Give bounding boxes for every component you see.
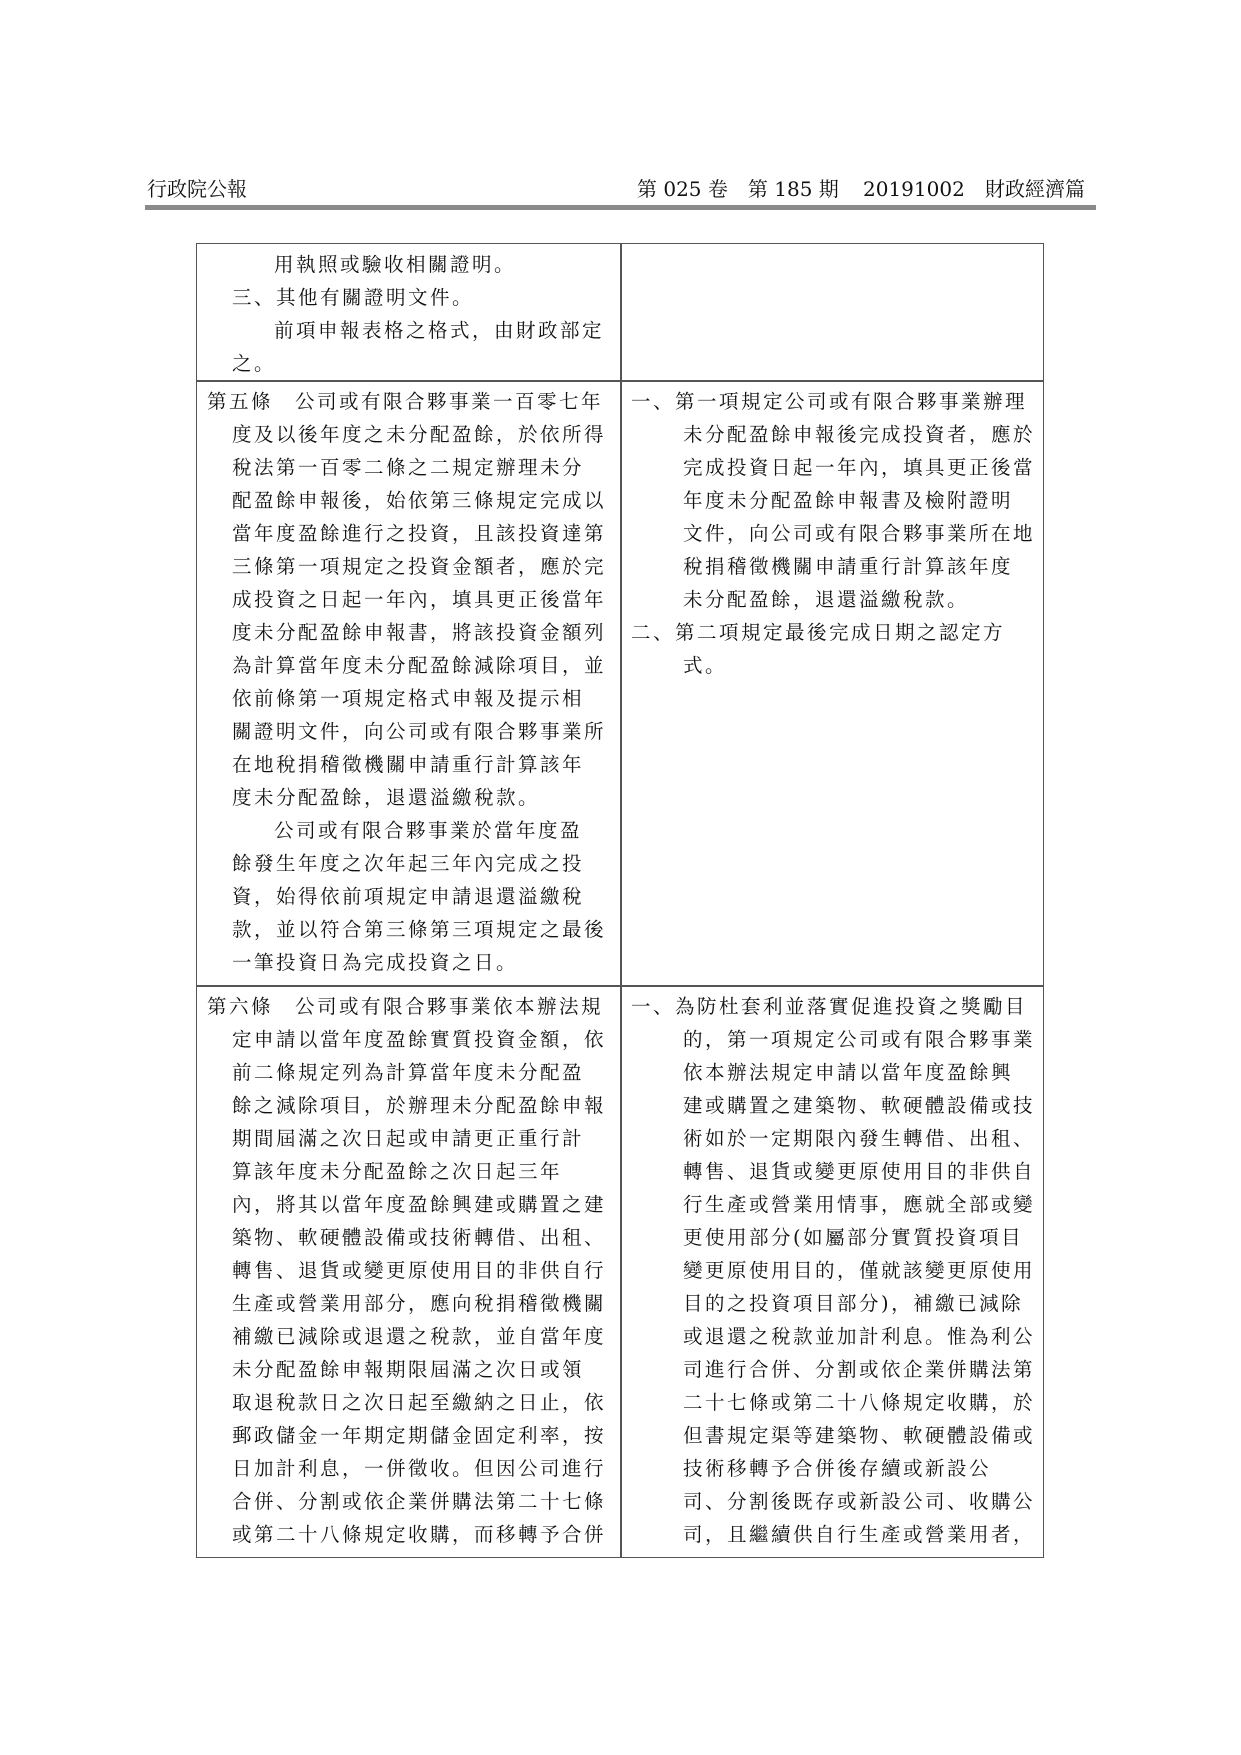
table-text-line: 三條第一項規定之投資金額者，應於完 — [232, 555, 607, 578]
table-text-line: 為計算當年度未分配盈餘減除項目，並 — [232, 654, 607, 677]
table-text-line: 或第二十八條規定收購，而移轉予合併 — [232, 1523, 607, 1546]
gazette-title: 行政院公報 — [147, 177, 247, 201]
table-text-line: 取退稅款日之次日起至繳納之日止，依 — [232, 1391, 607, 1414]
table-text-line: 之。 — [232, 352, 277, 375]
table-text-line: 的，第一項規定公司或有限合夥事業 — [683, 1028, 1036, 1051]
table-text-line: 款，並以符合第三條第三項規定之最後 — [232, 918, 607, 941]
table-text-line: 關證明文件，向公司或有限合夥事業所 — [232, 720, 607, 743]
table-text-line: 二、第二項規定最後完成日期之認定方 — [631, 621, 1006, 644]
table-text-line: 未分配盈餘申報後完成投資者，應於 — [683, 423, 1036, 446]
table-text-line: 補繳已減除或退還之稅款，並自當年度 — [232, 1325, 607, 1348]
header-rule — [145, 205, 1096, 210]
table-text-line: 前二條規定列為計算當年度未分配盈 — [232, 1061, 585, 1084]
table-text-line: 用執照或驗收相關證明。 — [274, 253, 517, 276]
table-text-line: 一、為防杜套利並落實促進投資之獎勵目 — [631, 995, 1028, 1018]
table-text-line: 稅法第一百零二條之二規定辦理未分 — [232, 456, 585, 479]
table-text-line: 內，將其以當年度盈餘興建或購置之建 — [232, 1193, 607, 1216]
table-text-line: 築物、軟硬體設備或技術轉借、出租、 — [232, 1226, 607, 1249]
table-text-line: 資，始得依前項規定申請退還溢繳稅 — [232, 885, 585, 908]
table-text-line: 目的之投資項目部分)，補繳已減除 — [683, 1292, 1024, 1315]
table-text-line: 行生產或營業用情事，應就全部或變 — [683, 1193, 1036, 1216]
table-text-line: 二十七條或第二十八條規定收購，於 — [683, 1391, 1036, 1414]
table-text-line: 三、其他有關證明文件。 — [232, 286, 475, 309]
table-text-line: 配盈餘申報後，始依第三條規定完成以 — [232, 489, 607, 512]
table-text-line: 第五條 公司或有限合夥事業一百零七年 — [207, 390, 604, 413]
table-text-line: 更使用部分(如屬部分實質投資項目 — [683, 1226, 1024, 1249]
table-text-line: 文件，向公司或有限合夥事業所在地 — [683, 522, 1036, 545]
table-text-line: 餘發生年度之次年起三年內完成之投 — [232, 852, 585, 875]
table-text-line: 度未分配盈餘申報書，將該投資金額列 — [232, 621, 607, 644]
table-text-line: 未分配盈餘，退還溢繳稅款。 — [683, 588, 970, 611]
table-text-line: 度及以後年度之未分配盈餘，於依所得 — [232, 423, 607, 446]
table-text-line: 合併、分割或依企業併購法第二十七條 — [232, 1490, 607, 1513]
table-text-line: 司進行合併、分割或依企業併購法第 — [683, 1358, 1036, 1381]
table-text-line: 變更原使用目的，僅就該變更原使用 — [683, 1259, 1036, 1282]
table-text-line: 式。 — [683, 654, 728, 677]
table-text-line: 算該年度未分配盈餘之次日起三年 — [232, 1160, 563, 1183]
table-text-line: 依前條第一項規定格式申報及提示相 — [232, 687, 585, 710]
table-text-line: 未分配盈餘申報期限屆滿之次日或領 — [232, 1358, 585, 1381]
table-text-line: 或退還之稅款並加計利息。惟為利公 — [683, 1325, 1036, 1348]
table-text-line: 日加計利息，一併徵收。但因公司進行 — [232, 1457, 607, 1480]
table-text-line: 前項申報表格之格式，由財政部定 — [274, 319, 605, 342]
table-text-line: 完成投資日起一年內，填具更正後當 — [683, 456, 1036, 479]
table-text-line: 轉售、退貨或變更原使用目的非供自 — [683, 1160, 1036, 1183]
table-text-line: 但書規定渠等建築物、軟硬體設備或 — [683, 1424, 1036, 1447]
table-text-line: 術如於一定期限內發生轉借、出租、 — [683, 1127, 1036, 1150]
table-text-line: 餘之減除項目，於辦理未分配盈餘申報 — [232, 1094, 607, 1117]
table-text-line: 稅捐稽徵機關申請重行計算該年度 — [683, 555, 1014, 578]
table-text-line: 在地稅捐稽徵機關申請重行計算該年 — [232, 753, 585, 776]
table-text-line: 當年度盈餘進行之投資，且該投資達第 — [232, 522, 607, 545]
table-text-line: 依本辦法規定申請以當年度盈餘興 — [683, 1061, 1014, 1084]
row-divider — [196, 985, 1044, 987]
table-text-line: 郵政儲金一年期定期儲金固定利率，按 — [232, 1424, 607, 1447]
issue-date: 20191002 — [863, 177, 965, 201]
table-text-line: 技術移轉予合併後存續或新設公 — [683, 1457, 992, 1480]
table-text-line: 定申請以當年度盈餘實質投資金額，依 — [232, 1028, 607, 1051]
table-text-line: 公司或有限合夥事業於當年度盈 — [274, 819, 583, 842]
table-text-line: 第六條 公司或有限合夥事業依本辦法規 — [207, 995, 604, 1018]
table-text-line: 年度未分配盈餘申報書及檢附證明 — [683, 489, 1014, 512]
section-name: 財政經濟篇 — [985, 177, 1085, 201]
table-text-line: 轉售、退貨或變更原使用目的非供自行 — [232, 1259, 607, 1282]
column-divider — [620, 243, 622, 1558]
table-text-line: 度未分配盈餘，退還溢繳稅款。 — [232, 786, 541, 809]
volume-issue: 第 025 卷 第 185 期 — [637, 177, 839, 201]
table-text-line: 司、分割後既存或新設公司、收購公 — [683, 1490, 1036, 1513]
table-text-line: 司，且繼續供自行生產或營業用者， — [683, 1523, 1036, 1546]
table-text-line: 一、第一項規定公司或有限合夥事業辦理 — [631, 390, 1028, 413]
table-text-line: 成投資之日起一年內，填具更正後當年 — [232, 588, 607, 611]
table-text-line: 建或購置之建築物、軟硬體設備或技 — [683, 1094, 1036, 1117]
table-text-line: 期間屆滿之次日起或申請更正重行計 — [232, 1127, 585, 1150]
table-text-line: 一筆投資日為完成投資之日。 — [232, 951, 519, 974]
table-text-line: 生產或營業用部分，應向稅捐稽徵機關 — [232, 1292, 607, 1315]
row-divider — [196, 380, 1044, 382]
